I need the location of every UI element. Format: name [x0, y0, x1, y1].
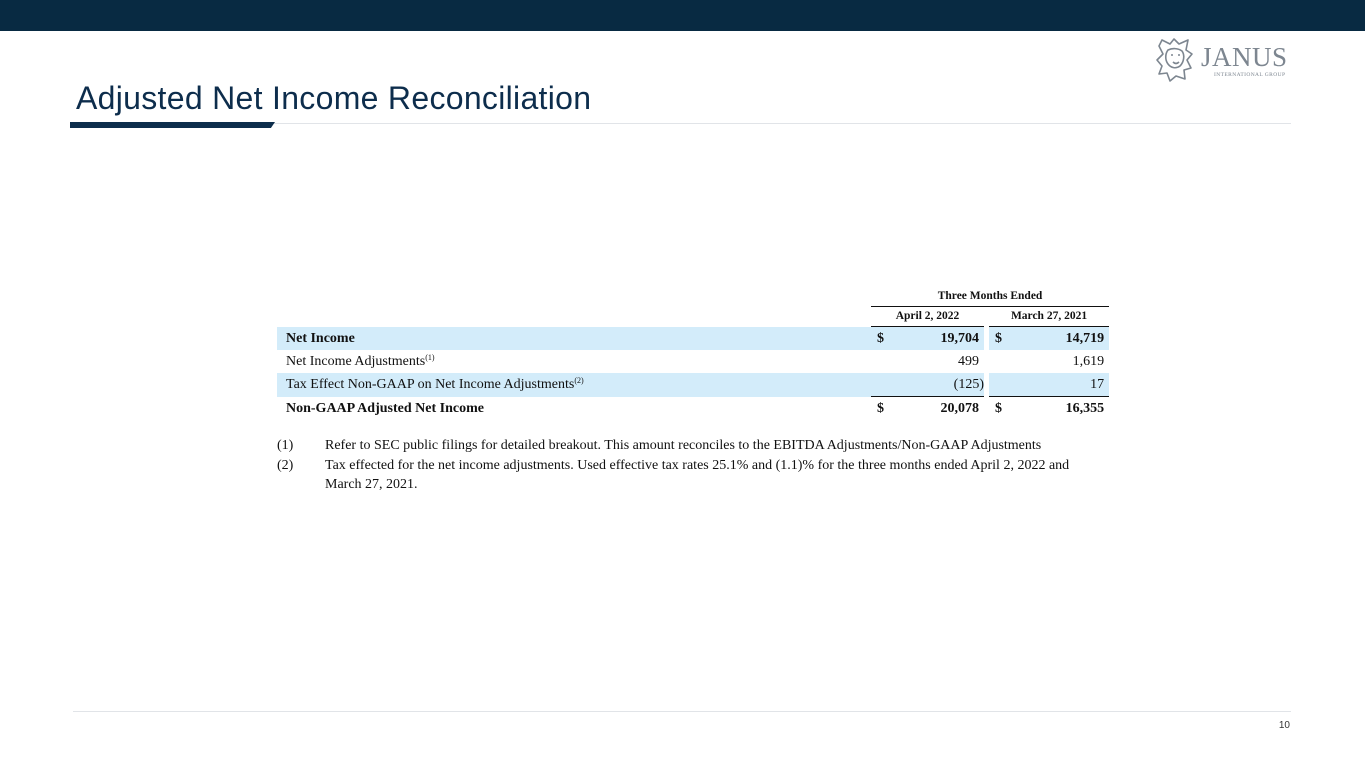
- lion-crest-icon: [1154, 36, 1196, 84]
- row-label: Tax Effect Non-GAAP on Net Income Adjustments$^{(2)}$: [277, 373, 871, 397]
- footnote-item: [277, 456, 1077, 495]
- reconciliation-table: [277, 287, 1109, 420]
- row-label: Non-GAAP Adjusted Net Income: [286, 400, 484, 416]
- title-accent-bar: [70, 122, 275, 128]
- value-cell: 16,355: [1009, 397, 1109, 421]
- period-header-row: [277, 287, 1109, 307]
- footnote-number: (1): [277, 438, 294, 453]
- logo-wordmark: JANUS: [1201, 42, 1288, 72]
- currency-symbol: [989, 350, 1009, 373]
- row-label: Net Income: [277, 327, 871, 351]
- footnotes: [277, 436, 1077, 495]
- column-header-row: [277, 307, 1109, 327]
- value-cell: 499: [958, 354, 979, 369]
- footnote-text: Tax effected for the net income adjustments. Used effective tax rates 25.1% and (1.1)% for the three months ended April 2, 2022 and March 27, 2021.: [325, 457, 1070, 492]
- currency-symbol: [989, 373, 1009, 397]
- company-logo: [1154, 36, 1294, 86]
- value-cell: (125): [891, 373, 984, 397]
- top-banner: [0, 0, 1365, 31]
- value-cell: 1,619: [1072, 354, 1105, 369]
- currency-symbol: $: [871, 327, 891, 351]
- page-title: Adjusted Net Income Reconciliation: [76, 80, 592, 116]
- value-cell: 19,704: [891, 327, 984, 351]
- row-label: Net Income Adjustments$^{(1)}$: [286, 353, 435, 369]
- currency-symbol: $: [871, 397, 891, 421]
- currency-symbol: $: [989, 327, 1009, 351]
- table-row: [277, 373, 1109, 397]
- currency-symbol: [871, 350, 891, 373]
- table-row: [277, 327, 1109, 351]
- table-row: [277, 350, 1109, 373]
- logo-subtitle: INTERNATIONAL GROUP: [1214, 72, 1286, 78]
- page-number: 10: [1278, 720, 1290, 731]
- value-cell: 17: [1009, 373, 1109, 397]
- footnote-item: [277, 436, 1077, 456]
- footer-divider: [73, 711, 1291, 712]
- table-row: [277, 397, 1109, 421]
- column-header: April 2, 2022: [871, 307, 984, 327]
- period-header: Three Months Ended: [871, 287, 1109, 307]
- currency-symbol: [871, 373, 891, 397]
- value-cell: 14,719: [1009, 327, 1109, 351]
- value-cell: 20,078: [891, 397, 984, 421]
- reconciliation-section: [277, 287, 1109, 495]
- footnote-text: Refer to SEC public filings for detailed breakout. This amount reconciles to the EBITDA Adjustments/Non-GAAP Adjustments: [325, 438, 1042, 453]
- column-header: March 27, 2021: [989, 307, 1109, 327]
- footnote-number: (2): [277, 457, 294, 473]
- currency-symbol: $: [989, 397, 1009, 421]
